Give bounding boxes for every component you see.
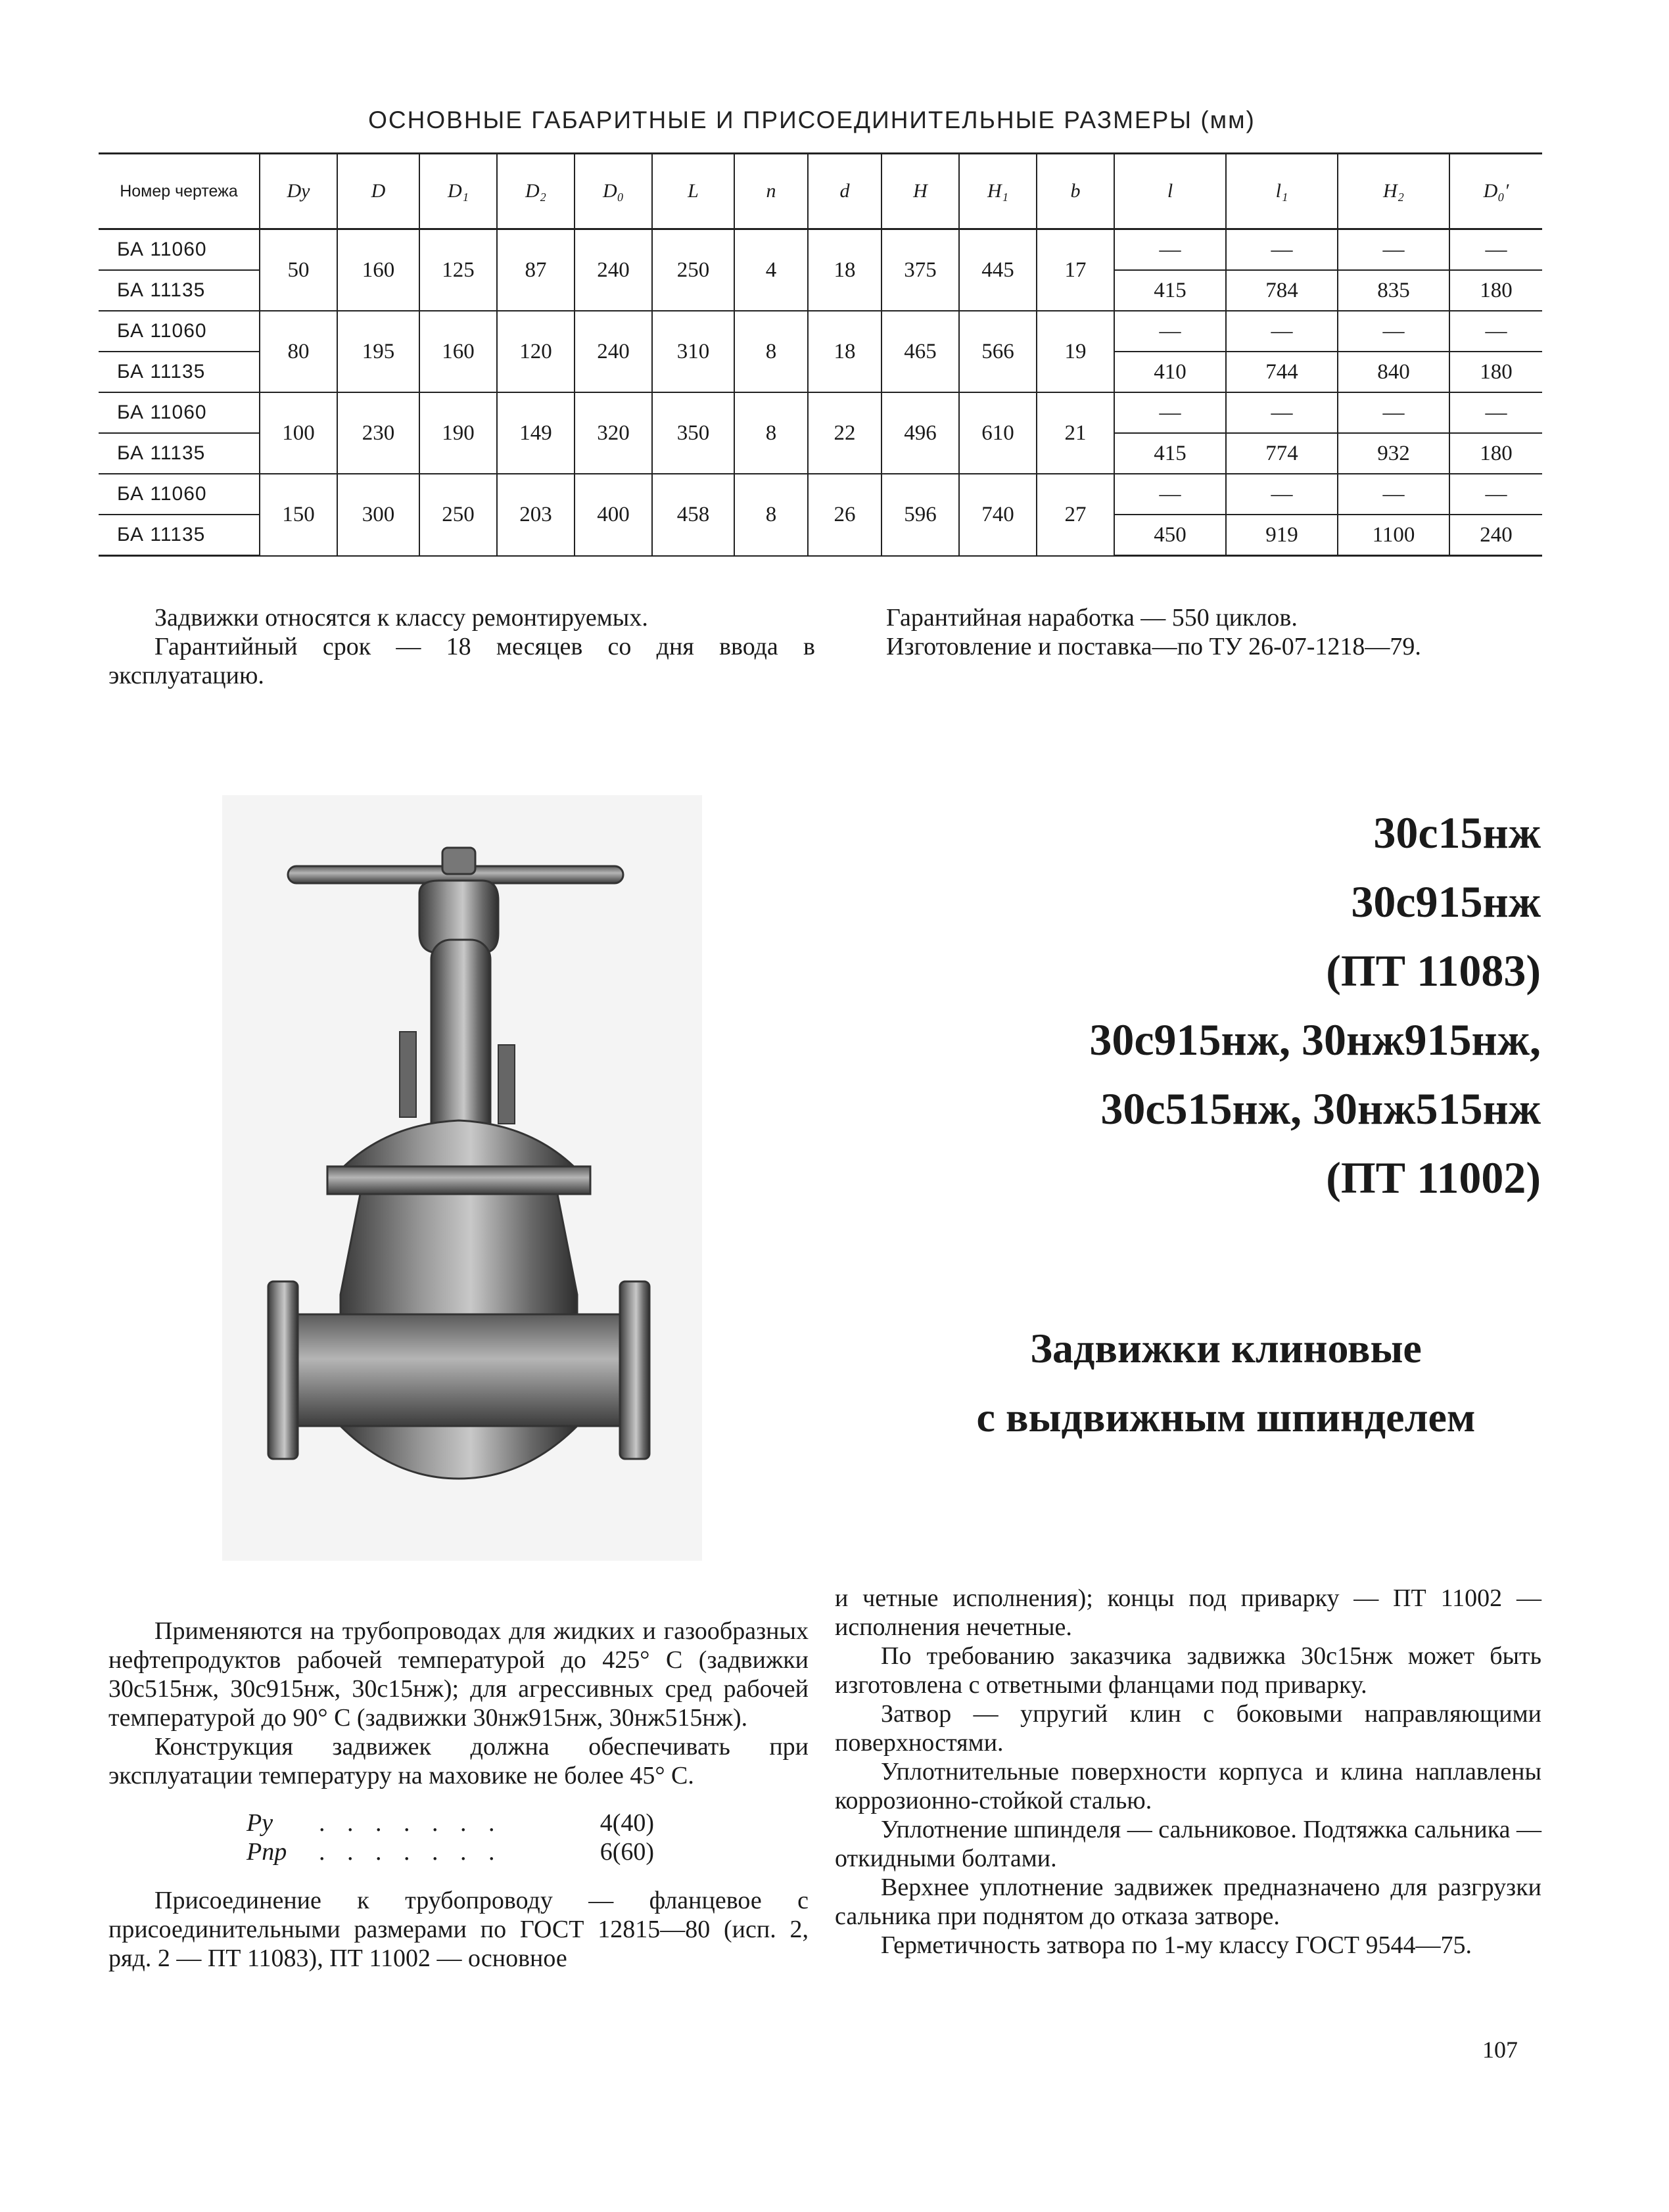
paragraph-connection: Присоединение к трубопроводу — фланцевое с присоединительными размерами по ГОСТ 12815—80 (исп. 2, ряд. 2 — ПТ 11083), ПТ 11002 — основное: [108, 1887, 809, 1972]
paragraph-wedge: Затвор — упругий клин с боковыми направляющими поверхностями.: [835, 1700, 1541, 1757]
table-cell: —: [1226, 311, 1338, 352]
table-cell: 150: [260, 474, 337, 556]
text-column-right: [835, 1584, 1541, 1960]
page-number: 107: [1482, 2037, 1518, 2063]
designation-4: 30с915нж, 30нж915нж,: [1089, 1015, 1541, 1065]
paragraph-stem-seal: Уплотнение шпинделя — сальниковое. Подтяжка сальника — откидными болтами.: [835, 1816, 1541, 1872]
table-cell: —: [1114, 474, 1226, 515]
table-cell: 450: [1114, 515, 1226, 556]
table-cell: 87: [497, 229, 575, 311]
pressure-symbol: Pпр: [247, 1838, 287, 1866]
table-cell: 240: [1449, 515, 1542, 556]
paragraph-application: Применяются на трубопроводах для жидких и газообразных нефтепродуктов рабочей температурой до 425° С (задвижки 30с515нж, 30с915нж, 30с15нж); для агрессивных сред рабочей температурой до 90° С (задвижки 30нж915нж, 30нж515нж).: [108, 1617, 809, 1732]
table-cell: 190: [419, 392, 497, 474]
table-cell: 22: [808, 392, 882, 474]
header-col: D₁: [419, 154, 497, 229]
table-cell: 835: [1338, 270, 1449, 311]
note-repairable: Задвижки относятся к классу ремонтируемых.: [154, 604, 648, 632]
header-col: H₁: [959, 154, 1037, 229]
header-drawing-number: Номер чертежа: [99, 154, 260, 229]
table-row: [99, 392, 1542, 433]
table-cell: —: [1338, 392, 1449, 433]
table-cell: 180: [1449, 270, 1542, 311]
designation-5: 30с515нж, 30нж515нж: [1100, 1084, 1541, 1134]
table-cell: 300: [337, 474, 419, 556]
table-cell: БА 11060: [99, 392, 260, 433]
note-cycles: Гарантийная наработка — 550 циклов.: [886, 604, 1298, 632]
table-cell: 180: [1449, 433, 1542, 474]
pressure-row-test: [247, 1837, 654, 1866]
table-cell: 410: [1114, 352, 1226, 392]
leader-dots: . . . . . . .: [319, 1838, 503, 1866]
table-cell: 125: [419, 229, 497, 311]
table-row: [99, 474, 1542, 515]
table-cell: —: [1226, 392, 1338, 433]
table-cell: 740: [959, 474, 1037, 556]
designation-3: (ПТ 11083): [1326, 946, 1541, 996]
paragraph-ends: и четные исполнения); концы под приварку — ПТ 11002 — исполнения нечетные.: [835, 1584, 1541, 1641]
table-cell: 610: [959, 392, 1037, 474]
leader-dots: . . . . . . .: [319, 1809, 503, 1837]
table-cell: 80: [260, 311, 337, 392]
header-col: d: [808, 154, 882, 229]
paragraph-sealing-surfaces: Уплотнительные поверхности корпуса и клина наплавлены коррозионно-стойкой сталью.: [835, 1758, 1541, 1814]
table-row: [99, 229, 1542, 271]
table-cell: 8: [734, 311, 808, 392]
table-cell: БА 11060: [99, 229, 260, 271]
pressure-symbol: Pу: [247, 1809, 273, 1837]
table-cell: 240: [575, 311, 652, 392]
table-cell: 375: [882, 229, 959, 311]
header-col: l₁: [1226, 154, 1338, 229]
notes-left: [108, 603, 815, 690]
table-cell: —: [1226, 229, 1338, 271]
table-cell: —: [1114, 229, 1226, 271]
table-cell: БА 11060: [99, 474, 260, 515]
table-cell: 445: [959, 229, 1037, 311]
header-col: l: [1114, 154, 1226, 229]
table-cell: 230: [337, 392, 419, 474]
table-cell: 840: [1338, 352, 1449, 392]
table-cell: —: [1449, 392, 1542, 433]
header-col: D: [337, 154, 419, 229]
table-cell: 774: [1226, 433, 1338, 474]
table-cell: 21: [1037, 392, 1114, 474]
gate-valve-photo: [222, 795, 702, 1561]
table-title: ОСНОВНЫЕ ГАБАРИТНЫЕ И ПРИСОЕДИНИТЕЛЬНЫЕ РАЗМЕРЫ (мм): [368, 106, 1256, 133]
table-cell: —: [1449, 311, 1542, 352]
table-cell: 8: [734, 392, 808, 474]
table-cell: 27: [1037, 474, 1114, 556]
table-cell: 8: [734, 474, 808, 556]
table-cell: 932: [1338, 433, 1449, 474]
table-cell: 566: [959, 311, 1037, 392]
table-cell: 1100: [1338, 515, 1449, 556]
table-cell: 320: [575, 392, 652, 474]
table-cell: 744: [1226, 352, 1338, 392]
paragraph-tightness: Герметичность затвора по 1-му классу ГОСТ 9544—75.: [881, 1931, 1472, 1959]
table-cell: 350: [652, 392, 734, 474]
paragraph-construction: Конструкция задвижек должна обеспечивать при эксплуатации температуру на маховике не более 45° С.: [108, 1733, 809, 1789]
header-col: H₂: [1338, 154, 1449, 229]
table-cell: —: [1338, 474, 1449, 515]
table-cell: БА 11135: [99, 270, 260, 311]
table-cell: 596: [882, 474, 959, 556]
table-cell: 203: [497, 474, 575, 556]
table-cell: 4: [734, 229, 808, 311]
table-cell: —: [1449, 474, 1542, 515]
table-cell: 496: [882, 392, 959, 474]
table-cell: 17: [1037, 229, 1114, 311]
table-cell: 250: [419, 474, 497, 556]
gate-valve-illustration: [222, 795, 702, 1561]
pressure-list: [108, 1809, 809, 1866]
designation-2: 30с915нж: [1351, 877, 1541, 927]
table-cell: —: [1449, 229, 1542, 271]
table-cell: 465: [882, 311, 959, 392]
table-cell: 18: [808, 229, 882, 311]
table-cell: 415: [1114, 433, 1226, 474]
table-header-row: [99, 154, 1542, 229]
header-col: H: [882, 154, 959, 229]
dimensions-table: [99, 152, 1542, 557]
table-cell: БА 11135: [99, 515, 260, 556]
notes-right: [886, 603, 1550, 661]
header-col: D₀: [575, 154, 652, 229]
table-cell: 919: [1226, 515, 1338, 556]
note-warranty: Гарантийный срок — 18 месяцев со дня ввода в эксплуатацию.: [108, 633, 815, 689]
table-cell: 180: [1449, 352, 1542, 392]
header-col: n: [734, 154, 808, 229]
table-cell: 26: [808, 474, 882, 556]
table-cell: БА 11135: [99, 352, 260, 392]
table-cell: —: [1114, 392, 1226, 433]
note-supply: Изготовление и поставка—по ТУ 26-07-1218—79.: [886, 633, 1421, 660]
table-row: [99, 311, 1542, 352]
table-cell: 50: [260, 229, 337, 311]
table-cell: БА 11060: [99, 311, 260, 352]
table-cell: 415: [1114, 270, 1226, 311]
table-cell: 19: [1037, 311, 1114, 392]
table-cell: 100: [260, 392, 337, 474]
designation-6: (ПТ 11002): [1326, 1153, 1541, 1203]
pressure-value: 6(60): [599, 1838, 654, 1866]
table-cell: 149: [497, 392, 575, 474]
table-cell: —: [1114, 311, 1226, 352]
table-cell: 310: [652, 311, 734, 392]
table-cell: БА 11135: [99, 433, 260, 474]
table-cell: 160: [419, 311, 497, 392]
text-column-left: [108, 1617, 809, 1973]
table-cell: 120: [497, 311, 575, 392]
table-cell: 18: [808, 311, 882, 392]
table-cell: 784: [1226, 270, 1338, 311]
table-cell: —: [1338, 311, 1449, 352]
pressure-row-nominal: [247, 1809, 654, 1837]
designation-1: 30с15нж: [1373, 808, 1541, 858]
header-col: Dу: [260, 154, 337, 229]
header-col: L: [652, 154, 734, 229]
table-cell: 240: [575, 229, 652, 311]
product-title-line-2: с выдвижным шпинделем: [976, 1394, 1476, 1440]
header-col: D₂: [497, 154, 575, 229]
table-cell: —: [1338, 229, 1449, 271]
paragraph-customer-flanges: По требованию заказчика задвижка 30с15нж может быть изготовлена с ответными фланцами под приварку.: [835, 1642, 1541, 1699]
paragraph-top-seal: Верхнее уплотнение задвижек предназначено для разгрузки сальника при поднятом до отказа затворе.: [835, 1874, 1541, 1930]
table-cell: 195: [337, 311, 419, 392]
table-cell: 160: [337, 229, 419, 311]
header-col: b: [1037, 154, 1114, 229]
table-cell: 400: [575, 474, 652, 556]
header-col: D₀′: [1449, 154, 1542, 229]
table-cell: 250: [652, 229, 734, 311]
table-cell: 458: [652, 474, 734, 556]
product-title-line-1: Задвижки клиновые: [1030, 1325, 1422, 1371]
pressure-value: 4(40): [599, 1809, 654, 1837]
table-cell: —: [1226, 474, 1338, 515]
